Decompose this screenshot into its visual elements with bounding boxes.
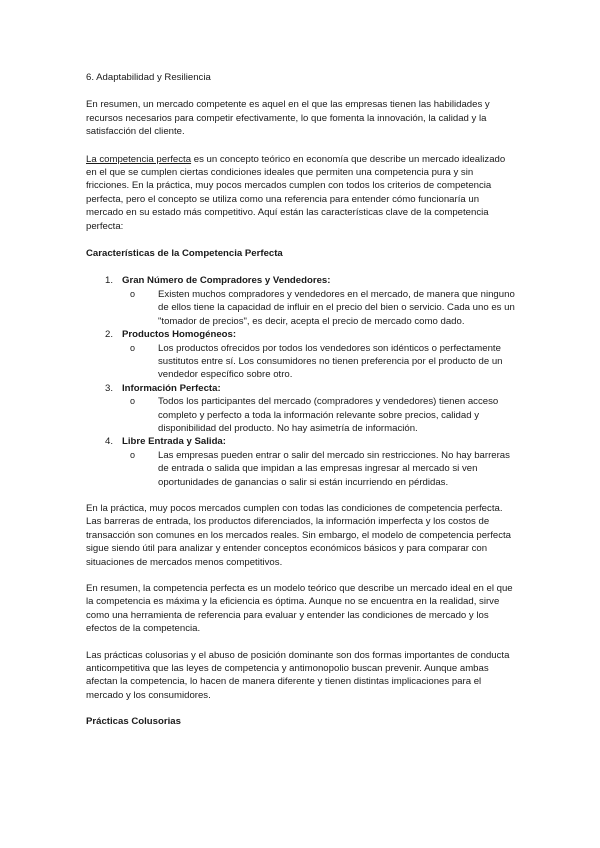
- bullet-item: [122, 449, 516, 489]
- bullet-list: [122, 342, 516, 382]
- characteristics-list: [86, 274, 516, 489]
- item-number: 3.: [105, 382, 114, 394]
- item-number: 2.: [105, 329, 114, 341]
- perfect-competition-term: La competencia perfecta: [86, 153, 192, 165]
- summary-paragraph: En resumen, un mercado competente es aquel en el que las empresas tienen las habilidades y recursos necesarios para competir efectivamente, lo que fomenta la innovación, la calidad y la satisfacción del cliente.: [86, 99, 490, 138]
- bullet-glyph: o: [130, 396, 136, 407]
- section-title: 6. Adaptabilidad y Resiliencia: [86, 72, 211, 83]
- bullet-text: Las empresas pueden entrar o salir del mercado sin restricciones. No hay barreras de entrada o salida que impidan a las empresas ingresar al mercado si ven oportunidades de ganancias o salir si están incurriendo en pérdidas.: [158, 449, 510, 488]
- intro-text: es un concepto teórico en economía que describe un mercado idealizado en el que se cumplen ciertas condiciones ideales que permiten una competencia pura y sin fricciones. En la práctica, muy pocos mercados cumplen con todos los criterios de competencia perfecta, pero el concepto se utiliza como una referencia para entender cómo funcionaría un mercado en su estado más competitivo. Aquí están las características clave de la competencia perfecta:: [86, 153, 506, 232]
- item-title: Información Perfecta: [122, 382, 218, 394]
- bullet-text: Los productos ofrecidos por todos los vendedores son idénticos o perfectamente sustitutos entre sí. Los consumidores no tienen preferencia por el producto de un vendedor específico sobre otro.: [158, 342, 503, 381]
- characteristics-heading: Características de la Competencia Perfecta: [86, 248, 283, 260]
- characteristic-item: [86, 328, 516, 382]
- item-colon: :: [217, 382, 221, 394]
- characteristic-item: [86, 382, 516, 436]
- item-title: Libre Entrada y Salida: [122, 436, 223, 448]
- bullet-list: [122, 395, 516, 435]
- item-colon: :: [327, 275, 331, 287]
- conclusion-paragraph: En resumen, la competencia perfecta es un modelo teórico que describe un mercado ideal en el que la competencia es máxima y la eficiencia es óptima. Aunque no se encuentra en la realidad, sirve como una herramienta de referencia para evaluar y entender las condiciones de mercado y los efectos de la competencia.: [86, 583, 513, 635]
- bullet-glyph: o: [130, 288, 136, 299]
- bullet-list: [122, 449, 516, 489]
- bullet-text: Existen muchos compradores y vendedores en el mercado, de manera que ninguno de ellos tiene la capacidad de influir en el precio del bien o servicio. Cada uno es un "tomador de precios", es decir, acepta el precio de mercado como dado.: [158, 288, 515, 327]
- bullet-item: [122, 395, 516, 435]
- item-number: 1.: [105, 275, 114, 287]
- bullet-glyph: o: [130, 342, 136, 353]
- bullet-list: [122, 288, 516, 328]
- bullet-text: Todos los participantes del mercado (compradores y vendedores) tienen acceso completo y perfecto a toda la información relevante sobre precios, calidad y disponibilidad del producto. No hay asimetría de información.: [158, 396, 499, 434]
- bullet-item: [122, 342, 516, 382]
- item-title: Productos Homogéneos: [122, 329, 233, 341]
- characteristic-item: [86, 274, 516, 328]
- characteristic-item: [86, 435, 516, 489]
- practice-paragraph: En la práctica, muy pocos mercados cumplen con todas las condiciones de competencia perfecta. Las barreras de entrada, los productos diferenciados, la información imperfecta y los costos de transacción son comunes en los mercados reales. Sin embargo, el modelo de competencia perfecta sigue siendo útil para analizar y entender conceptos económicos básicos y para comparar con situaciones de mercados menos competitivos.: [86, 502, 512, 568]
- bullet-glyph: o: [130, 449, 136, 460]
- item-number: 4.: [105, 436, 114, 448]
- document-page: [86, 71, 516, 729]
- item-colon: :: [232, 329, 237, 341]
- intro-paragraph: [86, 153, 516, 233]
- collusion-intro-paragraph: Las prácticas colusorias y el abuso de posición dominante son dos formas importantes de conducta anticompetitiva que las leyes de competencia y antimonopolio buscan prevenir. Aunque ambas afectan la competencia, lo hacen de manera diferente y tienen distintas implicaciones para el mercado y los consumidores.: [86, 649, 510, 701]
- item-colon: :: [222, 436, 226, 448]
- collusion-heading: Prácticas Colusorias: [86, 716, 181, 728]
- bullet-item: [122, 288, 516, 328]
- item-title: Gran Número de Compradores y Vendedores: [122, 275, 328, 287]
